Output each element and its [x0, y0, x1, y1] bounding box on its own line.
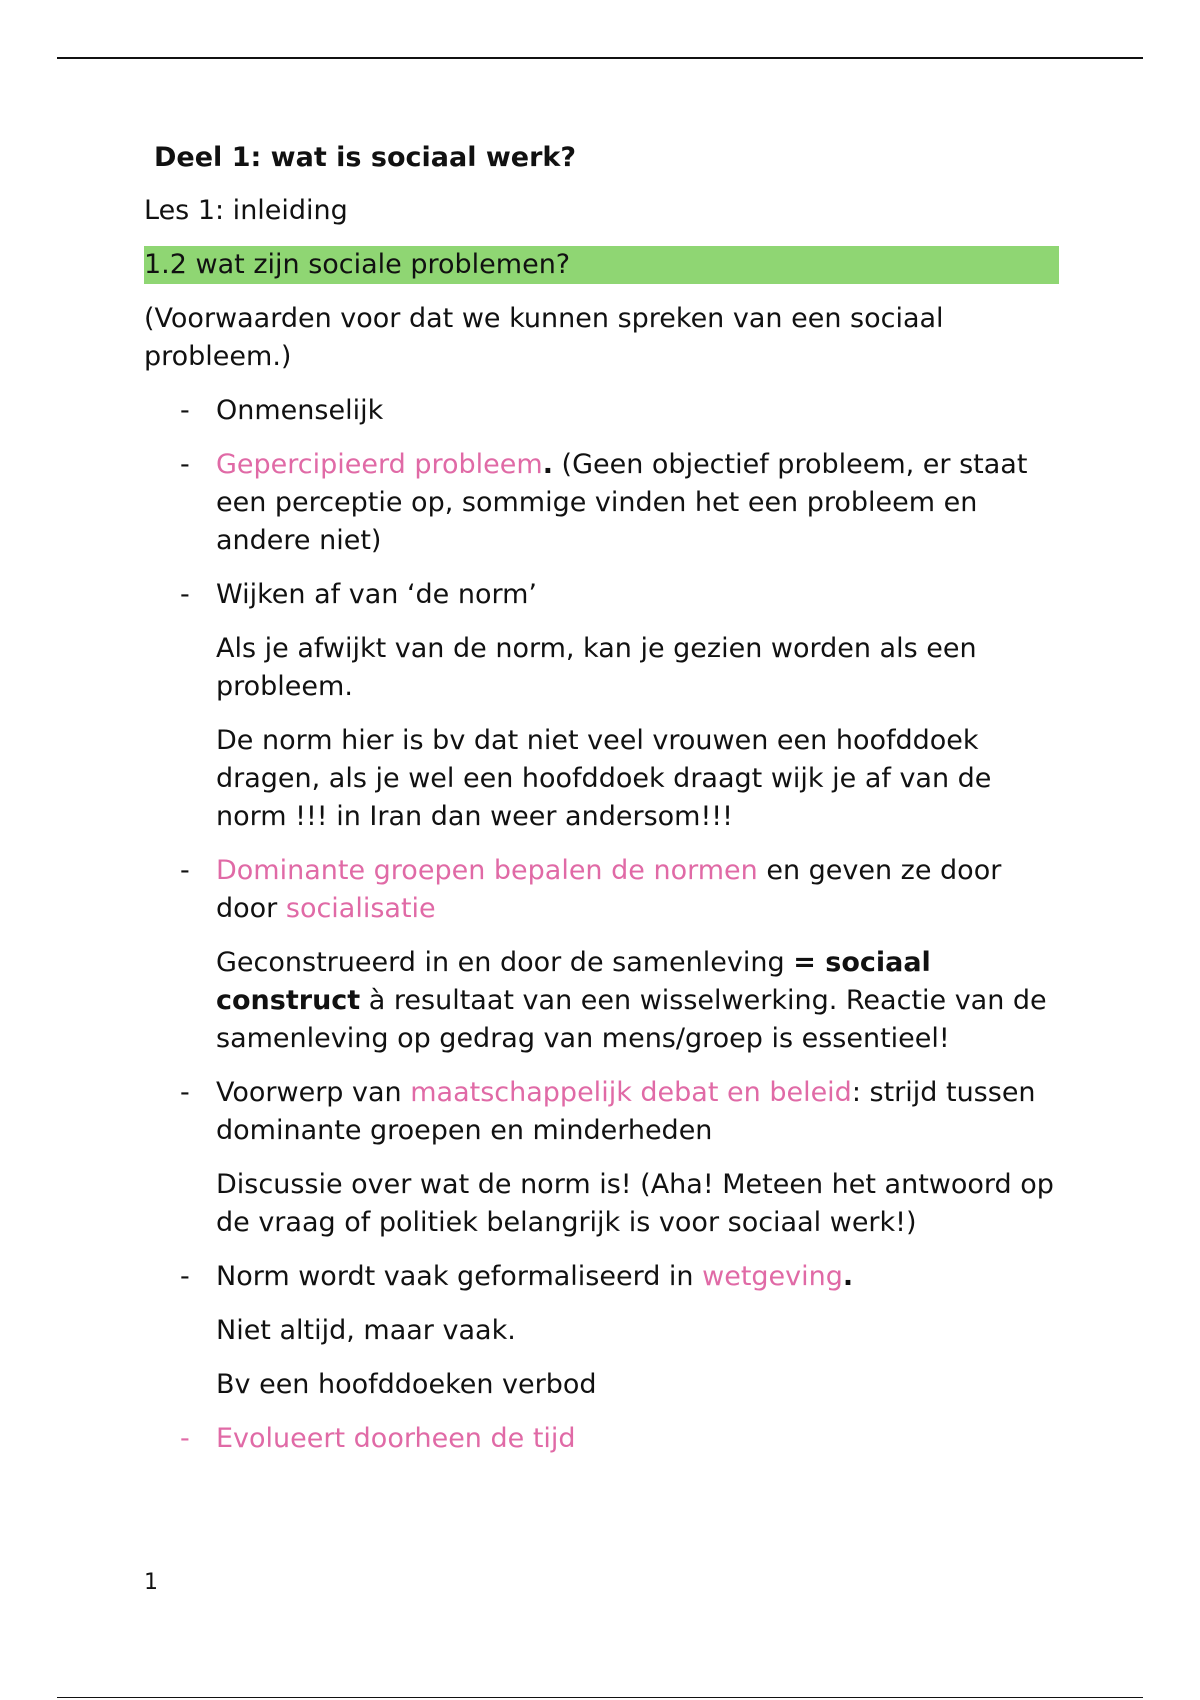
item-punct: . [542, 449, 553, 480]
lesson-label: Les 1: inleiding [144, 195, 348, 226]
sub-text: à resultaat van een wisselwerking. Reactie van de samenleving op gedrag van mens/groep is essentieel! [216, 985, 1047, 1054]
item-text: Onmenselijk [216, 395, 384, 426]
sub-text: Geconstrueerd in en door de samenleving [216, 947, 794, 978]
highlight-term: Gepercipieerd probleem [216, 449, 543, 480]
item-text: (Geen objectief probleem, er staat een perceptie op, sommige vinden het een probleem en andere niet) [216, 449, 1028, 556]
page-number: 1 [144, 1570, 158, 1595]
intro-paragraph: (Voorwaarden voor dat we kunnen spreken van een sociaal probleem.) [144, 303, 944, 372]
header-rule [57, 57, 1143, 59]
item-text: Voorwerp van [216, 1077, 411, 1108]
bold-term: = sociaal construct [216, 947, 931, 1016]
footer-rule [57, 1697, 1143, 1698]
list-item [144, 576, 1059, 614]
item-text: Norm wordt vaak geformaliseerd in [216, 1261, 703, 1292]
sub-paragraph: Discussie over wat de norm is! (Aha! Meteen het antwoord op de vraag of politiek belangrijk is voor sociaal werk!) [216, 1169, 1054, 1238]
bullet-dash: - [180, 579, 190, 610]
highlight-term: Dominante groepen bepalen de normen [216, 855, 758, 886]
list-item [144, 392, 1059, 430]
bullet-dash: - [180, 855, 190, 886]
item-text: : strijd tussen dominante groepen en minderheden [216, 1077, 1036, 1146]
bullet-dash: - [180, 1261, 190, 1292]
highlight-term: socialisatie [285, 893, 436, 924]
list-item [144, 852, 1059, 928]
bullet-dash: - [180, 395, 190, 426]
list-item [144, 1420, 1059, 1458]
item-text: Evolueert doorheen de tijd [216, 1423, 576, 1454]
section-heading: 1.2 wat zijn sociale problemen? [144, 246, 1059, 284]
sub-paragraph [144, 944, 1059, 1058]
bullet-dash: - [180, 449, 190, 480]
sub-paragraph: Niet altijd, maar vaak. [216, 1315, 516, 1346]
item-text: Wijken af van ‘de norm’ [216, 579, 537, 610]
list-item [144, 1074, 1059, 1150]
document-body [144, 140, 1059, 1474]
list-item [144, 446, 1059, 560]
item-text: en geven ze door door [216, 855, 1002, 924]
highlight-term: wetgeving [702, 1261, 843, 1292]
highlight-term: maatschappelijk debat en beleid [410, 1077, 852, 1108]
page-title: Deel 1: wat is sociaal werk? [154, 142, 577, 173]
sub-paragraph: Bv een hoofddoeken verbod [216, 1369, 597, 1400]
sub-paragraph: De norm hier is bv dat niet veel vrouwen een hoofddoek dragen, als je wel een hoofddoek draagt wijk je af van de norm !!! in Iran dan weer andersom!!! [216, 725, 992, 832]
bullet-dash: - [180, 1077, 190, 1108]
list-item [144, 1258, 1059, 1296]
sub-paragraph: Als je afwijkt van de norm, kan je gezien worden als een probleem. [216, 633, 977, 702]
item-punct: . [842, 1261, 854, 1292]
bullet-dash: - [180, 1423, 190, 1454]
